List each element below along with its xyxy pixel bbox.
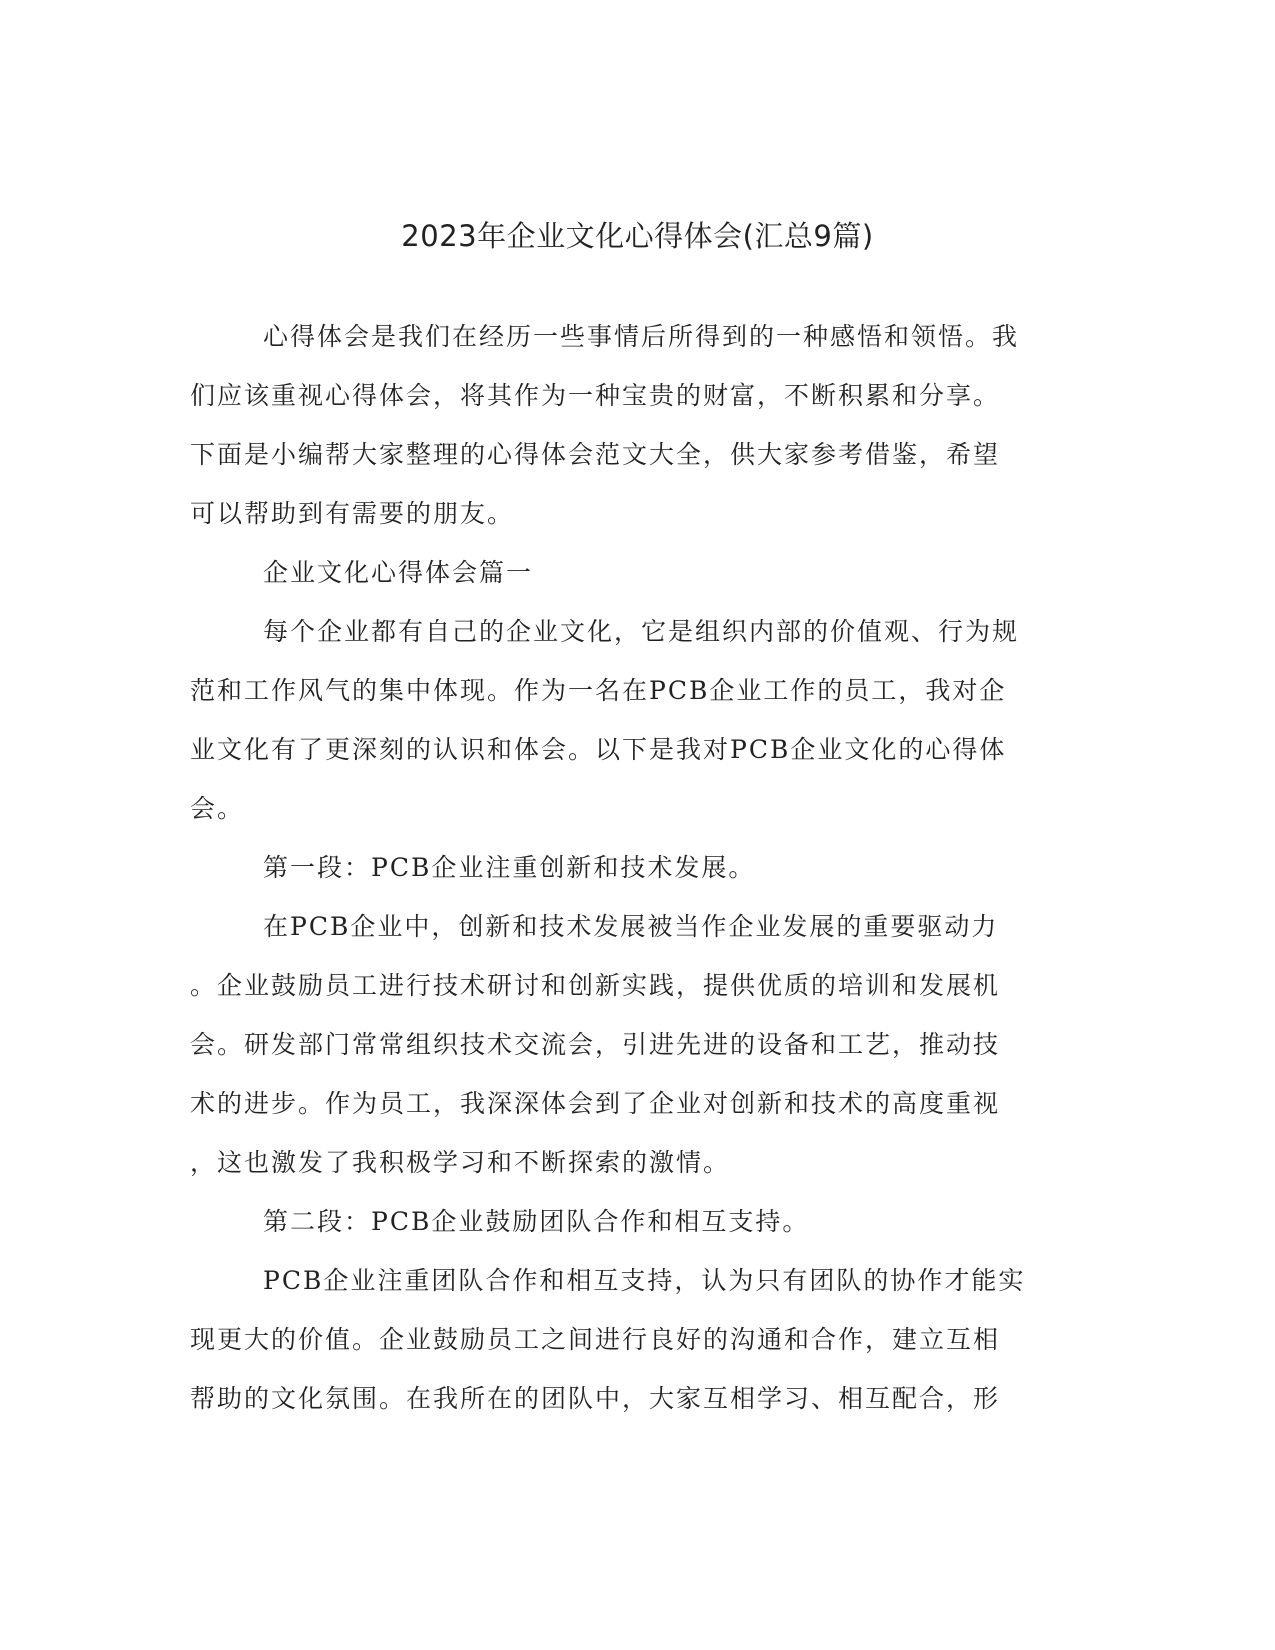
section-heading: 企业文化心得体会篇一: [263, 558, 534, 587]
paragraph-line: 帮助的文化氛围。在我所在的团队中，大家互相学习、相互配合，形: [190, 1384, 1001, 1413]
paragraph-line: 业文化有了更深刻的认识和体会。以下是我对PCB企业文化的心得体: [190, 735, 1007, 764]
paragraph-line: 可以帮助到有需要的朋友。: [190, 499, 515, 528]
paragraph-line: 每个企业都有自己的企业文化，它是组织内部的价值观、行为规: [263, 617, 1020, 646]
paragraph-line: 心得体会是我们在经历一些事情后所得到的一种感悟和领悟。我: [263, 322, 1020, 351]
paragraph-line: 在PCB企业中，创新和技术发展被当作企业发展的重要驱动力: [263, 912, 999, 941]
paragraph-line: 现更大的价值。企业鼓励员工之间进行良好的沟通和合作，建立互相: [190, 1325, 1001, 1354]
paragraph-line: 会。: [190, 794, 245, 823]
paragraph-line: 们应该重视心得体会，将其作为一种宝贵的财富，不断积累和分享。: [190, 381, 1001, 410]
paragraph-line: 范和工作风气的集中体现。作为一名在PCB企业工作的员工，我对企: [190, 676, 1007, 705]
paragraph-line: ，这也激发了我积极学习和不断探索的激情。: [190, 1148, 731, 1177]
section-heading: 第一段：PCB企业注重创新和技术发展。: [263, 853, 756, 882]
paragraph-line: PCB企业注重团队合作和相互支持，认为只有团队的协作才能实: [263, 1266, 1026, 1295]
paragraph-line: 下面是小编帮大家整理的心得体会范文大全，供大家参考借鉴，希望: [190, 440, 1001, 469]
section-heading: 第二段：PCB企业鼓励团队合作和相互支持。: [263, 1207, 810, 1236]
paragraph-line: 。企业鼓励员工进行技术研讨和创新实践，提供优质的培训和发展机: [190, 971, 1001, 1000]
paragraph-line: 会。研发部门常常组织技术交流会，引进先进的设备和工艺，推动技: [190, 1030, 1001, 1059]
paragraph-line: 术的进步。作为员工，我深深体会到了企业对创新和技术的高度重视: [190, 1089, 1001, 1118]
document-title: 2023年企业文化心得体会(汇总9篇): [401, 219, 874, 253]
